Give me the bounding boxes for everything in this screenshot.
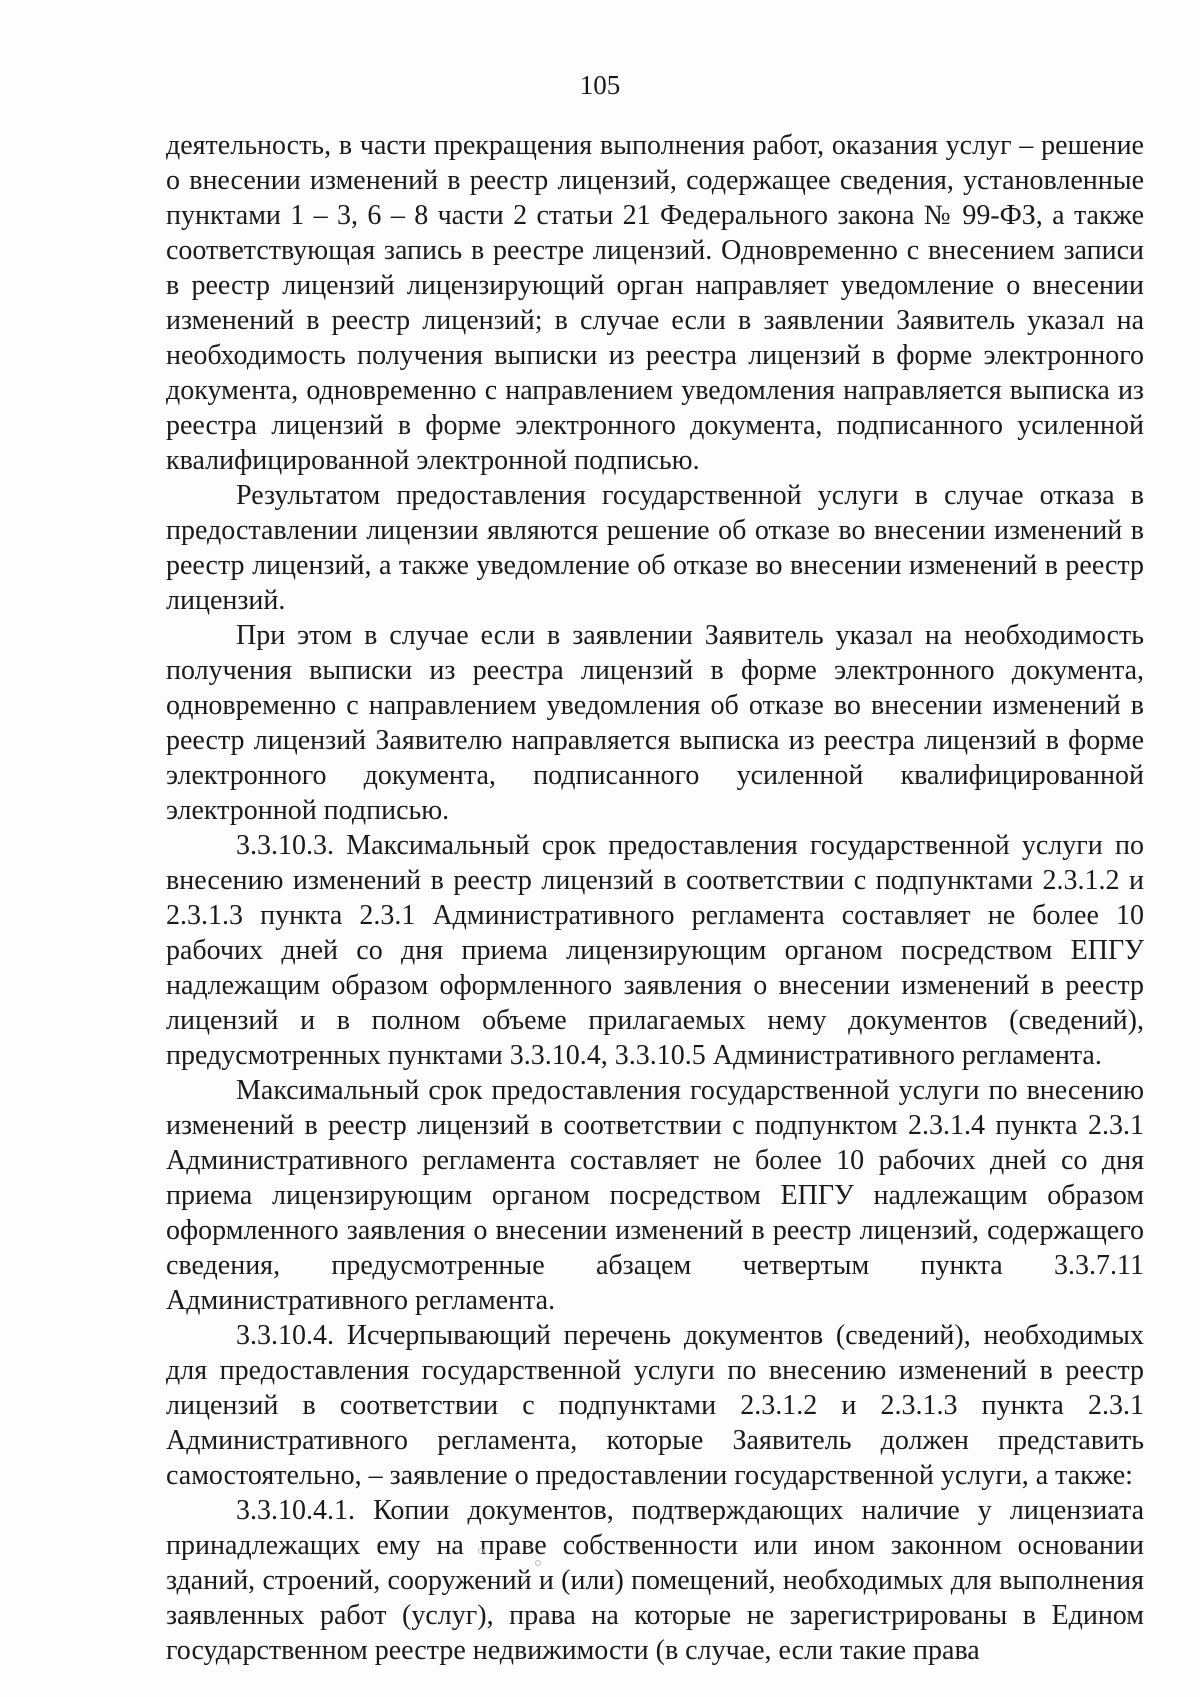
document-body bbox=[166, 128, 1144, 1668]
paragraph-3-3-10-3: 3.3.10.3. Максимальный срок предоставления государственной услуги по внесению изменений в реестр лицензий в соответствии с подпунктами 2.3.1.2 и 2.3.1.3 пункта 2.3.1 Административного регламента составляет не более 10 рабочих дней со дня приема лицензирующим органом посредством ЕПГУ надлежащим образом оформленного заявления о внесении изменений в реестр лицензий и в полном объеме прилагаемых нему документов (сведений), предусмотренных пунктами 3.3.10.4, 3.3.10.5 Административного регламента. bbox=[166, 830, 1144, 1071]
paragraph-max-term: Максимальный срок предоставления государственной услуги по внесению изменений в реестр лицензий в соответствии с подпунктом 2.3.1.4 пункта 2.3.1 Административного регламента составляет не более 10 рабочих дней со дня приема лицензирующим органом посредством ЕПГУ надлежащим образом оформленного заявления о внесении изменений в реестр лицензий, содержащего сведения, предусмотренные абзацем четвертым пункта 3.3.7.11 Административного регламента. bbox=[166, 1075, 1144, 1316]
scan-speck bbox=[478, 1548, 484, 1554]
paragraph-3-3-10-4: 3.3.10.4. Исчерпывающий перечень документов (сведений), необходимых для предоставления государственной услуги по внесению изменений в реестр лицензий в соответствии с подпунктами 2.3.1.2 и 2.3.1.3 пункта 2.3.1 Административного регламента, которые Заявитель должен представить самостоятельно, – заявление о предоставлении государственной услуги, а также: bbox=[166, 1320, 1144, 1491]
scan-speck bbox=[535, 1560, 541, 1566]
page-number: 105 bbox=[579, 70, 621, 100]
paragraph-3-3-10-4-1: 3.3.10.4.1. Копии документов, подтверждающих наличие у лицензиата принадлежащих ему на праве собственности или ином законном основании зданий, строений, сооружений и (или) помещений, необходимых для выполнения заявленных работ (услуг), права на которые не зарегистрированы в Едином государственном реестре недвижимости (в случае, если такие права bbox=[166, 1495, 1144, 1666]
scan-speck bbox=[1078, 1545, 1084, 1551]
paragraph-refusal-extract: При этом в случае если в заявлении Заявитель указал на необходимость получения выписки из реестра лицензий в форме электронного документа, одновременно с направлением уведомления об отказе во внесении изменений в реестр лицензий Заявителю направляется выписка из реестра лицензий в форме электронного документа, подписанного усиленной квалифицированной электронной подписью. bbox=[166, 620, 1144, 826]
paragraph-continuation: деятельность, в части прекращения выполнения работ, оказания услуг – решение о внесении изменений в реестр лицензий, содержащее сведения, установленные пунктами 1 – 3, 6 – 8 части 2 статьи 21 Федерального закона № 99-ФЗ, а также соответствующая запись в реестре лицензий. Одновременно с внесением записи в реестр лицензий лицензирующий орган направляет уведомление о внесении изменений в реестр лицензий; в случае если в заявлении Заявитель указал на необходимость получения выписки из реестра лицензий в форме электронного документа, одновременно с направлением уведомления направляется выписка из реестра лицензий в форме электронного документа, подписанного усиленной квалифицированной электронной подписью. bbox=[166, 130, 1144, 476]
paragraph-refusal-result: Результатом предоставления государственной услуги в случае отказа в предоставлении лицензии являются решение об отказе во внесении изменений в реестр лицензий, а также уведомление об отказе во внесении изменений в реестр лицензий. bbox=[166, 480, 1144, 616]
